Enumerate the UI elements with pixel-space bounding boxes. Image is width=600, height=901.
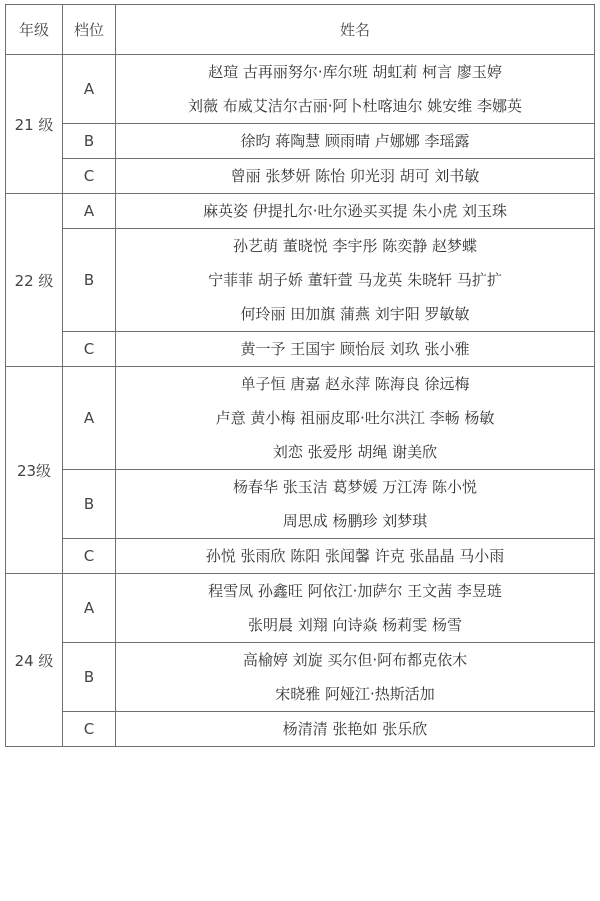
header-name: 姓名 [116,5,595,55]
names-cell [116,574,595,643]
table-row [6,470,595,539]
names-cell [116,470,595,539]
names-cell [116,712,595,747]
names-line: 孙艺萌 董晓悦 李宇彤 陈奕静 赵梦蝶 [232,237,478,255]
table-row [6,229,595,332]
tier-cell: B [63,470,116,539]
names-line: 宁菲菲 胡子娇 董轩萱 马龙英 朱晓轩 马扩扩 [208,271,502,289]
tier-cell: C [63,712,116,747]
tier-cell: B [63,124,116,159]
tier-cell: C [63,539,116,574]
names-line: 黄一予 王国宇 顾怡辰 刘玖 张小雅 [240,340,470,358]
names-line: 徐昀 蒋陶慧 顾雨晴 卢娜娜 李瑶露 [240,132,470,150]
names-line: 麻英姿 伊提扎尔·吐尔逊买买提 朱小虎 刘玉珠 [202,202,508,220]
names-line: 赵瑄 古再丽努尔·库尔班 胡虹莉 柯言 廖玉婷 [208,63,502,81]
names-line: 宋晓雅 阿娅江·热斯活加 [275,685,435,703]
names-cell [116,159,595,194]
roster-body [6,55,595,747]
names-line: 张明晨 刘翔 向诗焱 杨莉雯 杨雪 [247,616,463,634]
names-cell [116,332,595,367]
names-cell [116,194,595,229]
names-cell [116,229,595,332]
tier-cell: C [63,159,116,194]
names-line: 曾丽 张梦妍 陈怡 卯光羽 胡可 刘书敏 [230,167,480,185]
tier-cell: B [63,643,116,712]
names-line: 杨清清 张艳如 张乐欣 [282,720,428,738]
roster-table [5,4,595,747]
grade-cell: 23级 [6,367,63,574]
tier-cell: A [63,574,116,643]
grade-cell: 24 级 [6,574,63,747]
grade-cell: 21 级 [6,55,63,194]
tier-cell: B [63,229,116,332]
table-row [6,159,595,194]
names-cell [116,367,595,470]
table-row [6,643,595,712]
names-cell [116,539,595,574]
names-line: 杨春华 张玉洁 葛梦媛 万江涛 陈小悦 [232,478,478,496]
tier-cell: A [63,194,116,229]
header-row [6,5,595,55]
table-row [6,55,595,124]
header-tier: 档位 [63,5,116,55]
tier-cell: A [63,367,116,470]
names-line: 刘薇 布威艾洁尔古丽·阿卜杜喀迪尔 姚安维 李娜英 [187,97,523,115]
table-row [6,367,595,470]
table-row [6,332,595,367]
tier-cell: A [63,55,116,124]
table-row [6,539,595,574]
names-line: 程雪凤 孙鑫旺 阿依江·加萨尔 王文茜 李昱琏 [208,582,502,600]
table-row [6,124,595,159]
names-line: 单子恒 唐嘉 赵永萍 陈海良 徐远梅 [240,375,470,393]
table-row [6,194,595,229]
tier-cell: C [63,332,116,367]
names-cell [116,643,595,712]
names-cell [116,55,595,124]
names-cell [116,124,595,159]
names-line: 周思成 杨鹏珍 刘梦琪 [282,512,428,530]
names-line: 孙悦 张雨欣 陈阳 张闻馨 许克 张晶晶 马小雨 [205,547,505,565]
table-row [6,574,595,643]
names-line: 卢意 黄小梅 祖丽皮耶·吐尔洪江 李畅 杨敏 [215,409,495,427]
table-row [6,712,595,747]
header-grade: 年级 [6,5,63,55]
names-line: 刘恋 张爱彤 胡绳 谢美欣 [272,443,438,461]
grade-cell: 22 级 [6,194,63,367]
names-line: 高榆婷 刘旋 买尔但·阿布都克依木 [242,651,468,669]
names-line: 何玲丽 田加旗 蒲燕 刘宇阳 罗敏敏 [240,305,470,323]
